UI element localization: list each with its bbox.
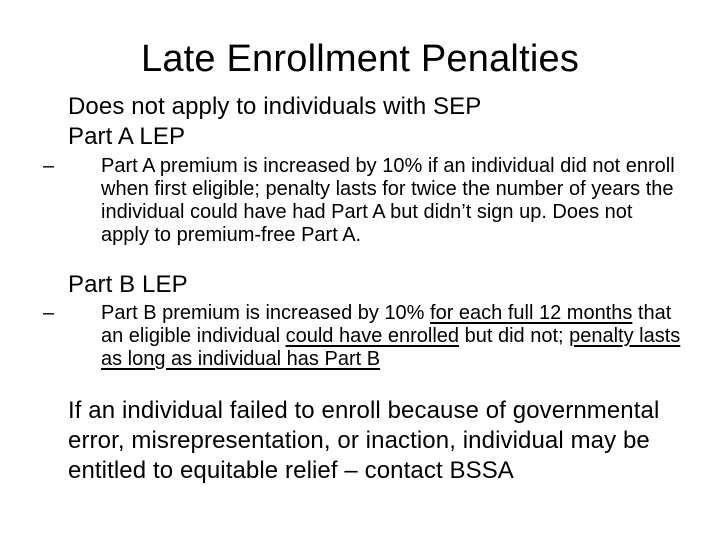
part-b-underline-2: could have enrolled [285, 325, 460, 347]
bullet-part-a-text: Part A LEP [68, 123, 186, 150]
bullet-part-b-text: Part B LEP [68, 271, 188, 298]
slide-title: Late Enrollment Penalties [140, 38, 580, 80]
sub-bullet-part-b [43, 302, 682, 371]
part-b-text-3: but did not; [459, 325, 570, 347]
bullet-marker [30, 270, 68, 300]
bullet-part-a [30, 122, 690, 152]
dash-marker: – [43, 302, 55, 324]
part-b-underline-3: penalty lasts as long as individual has Part B [101, 325, 681, 370]
bullet-governmental-error [30, 396, 690, 486]
sub-bullet-part-a-text: Part A premium is increased by 10% if an individual did not enroll when first eligible; penalty lasts for twice the number of years the individual could have had Part A but didn’t sign up. Does not apply to premium-free Part A. [101, 155, 675, 246]
bullet-marker [30, 92, 68, 122]
bullet-governmental-error-text: If an individual failed to enroll because of governmental error, misrepresentation, or inaction, individual may be entitled to equitable relief – contact BSSA [68, 397, 660, 484]
part-b-text-2: that an eligible individual [101, 302, 672, 347]
part-b-text-1: Part B premium is increased by 10% [101, 302, 431, 324]
bullet-sep-text: Does not apply to individuals with SEP [68, 93, 482, 120]
bullet-marker [30, 396, 68, 426]
bullet-marker [30, 122, 68, 152]
sub-bullet-part-a [43, 155, 682, 247]
dash-marker: – [43, 155, 55, 177]
bullet-sep [30, 92, 690, 122]
bullet-part-b [30, 270, 690, 300]
part-b-underline-1: for each full 12 months [430, 302, 633, 324]
